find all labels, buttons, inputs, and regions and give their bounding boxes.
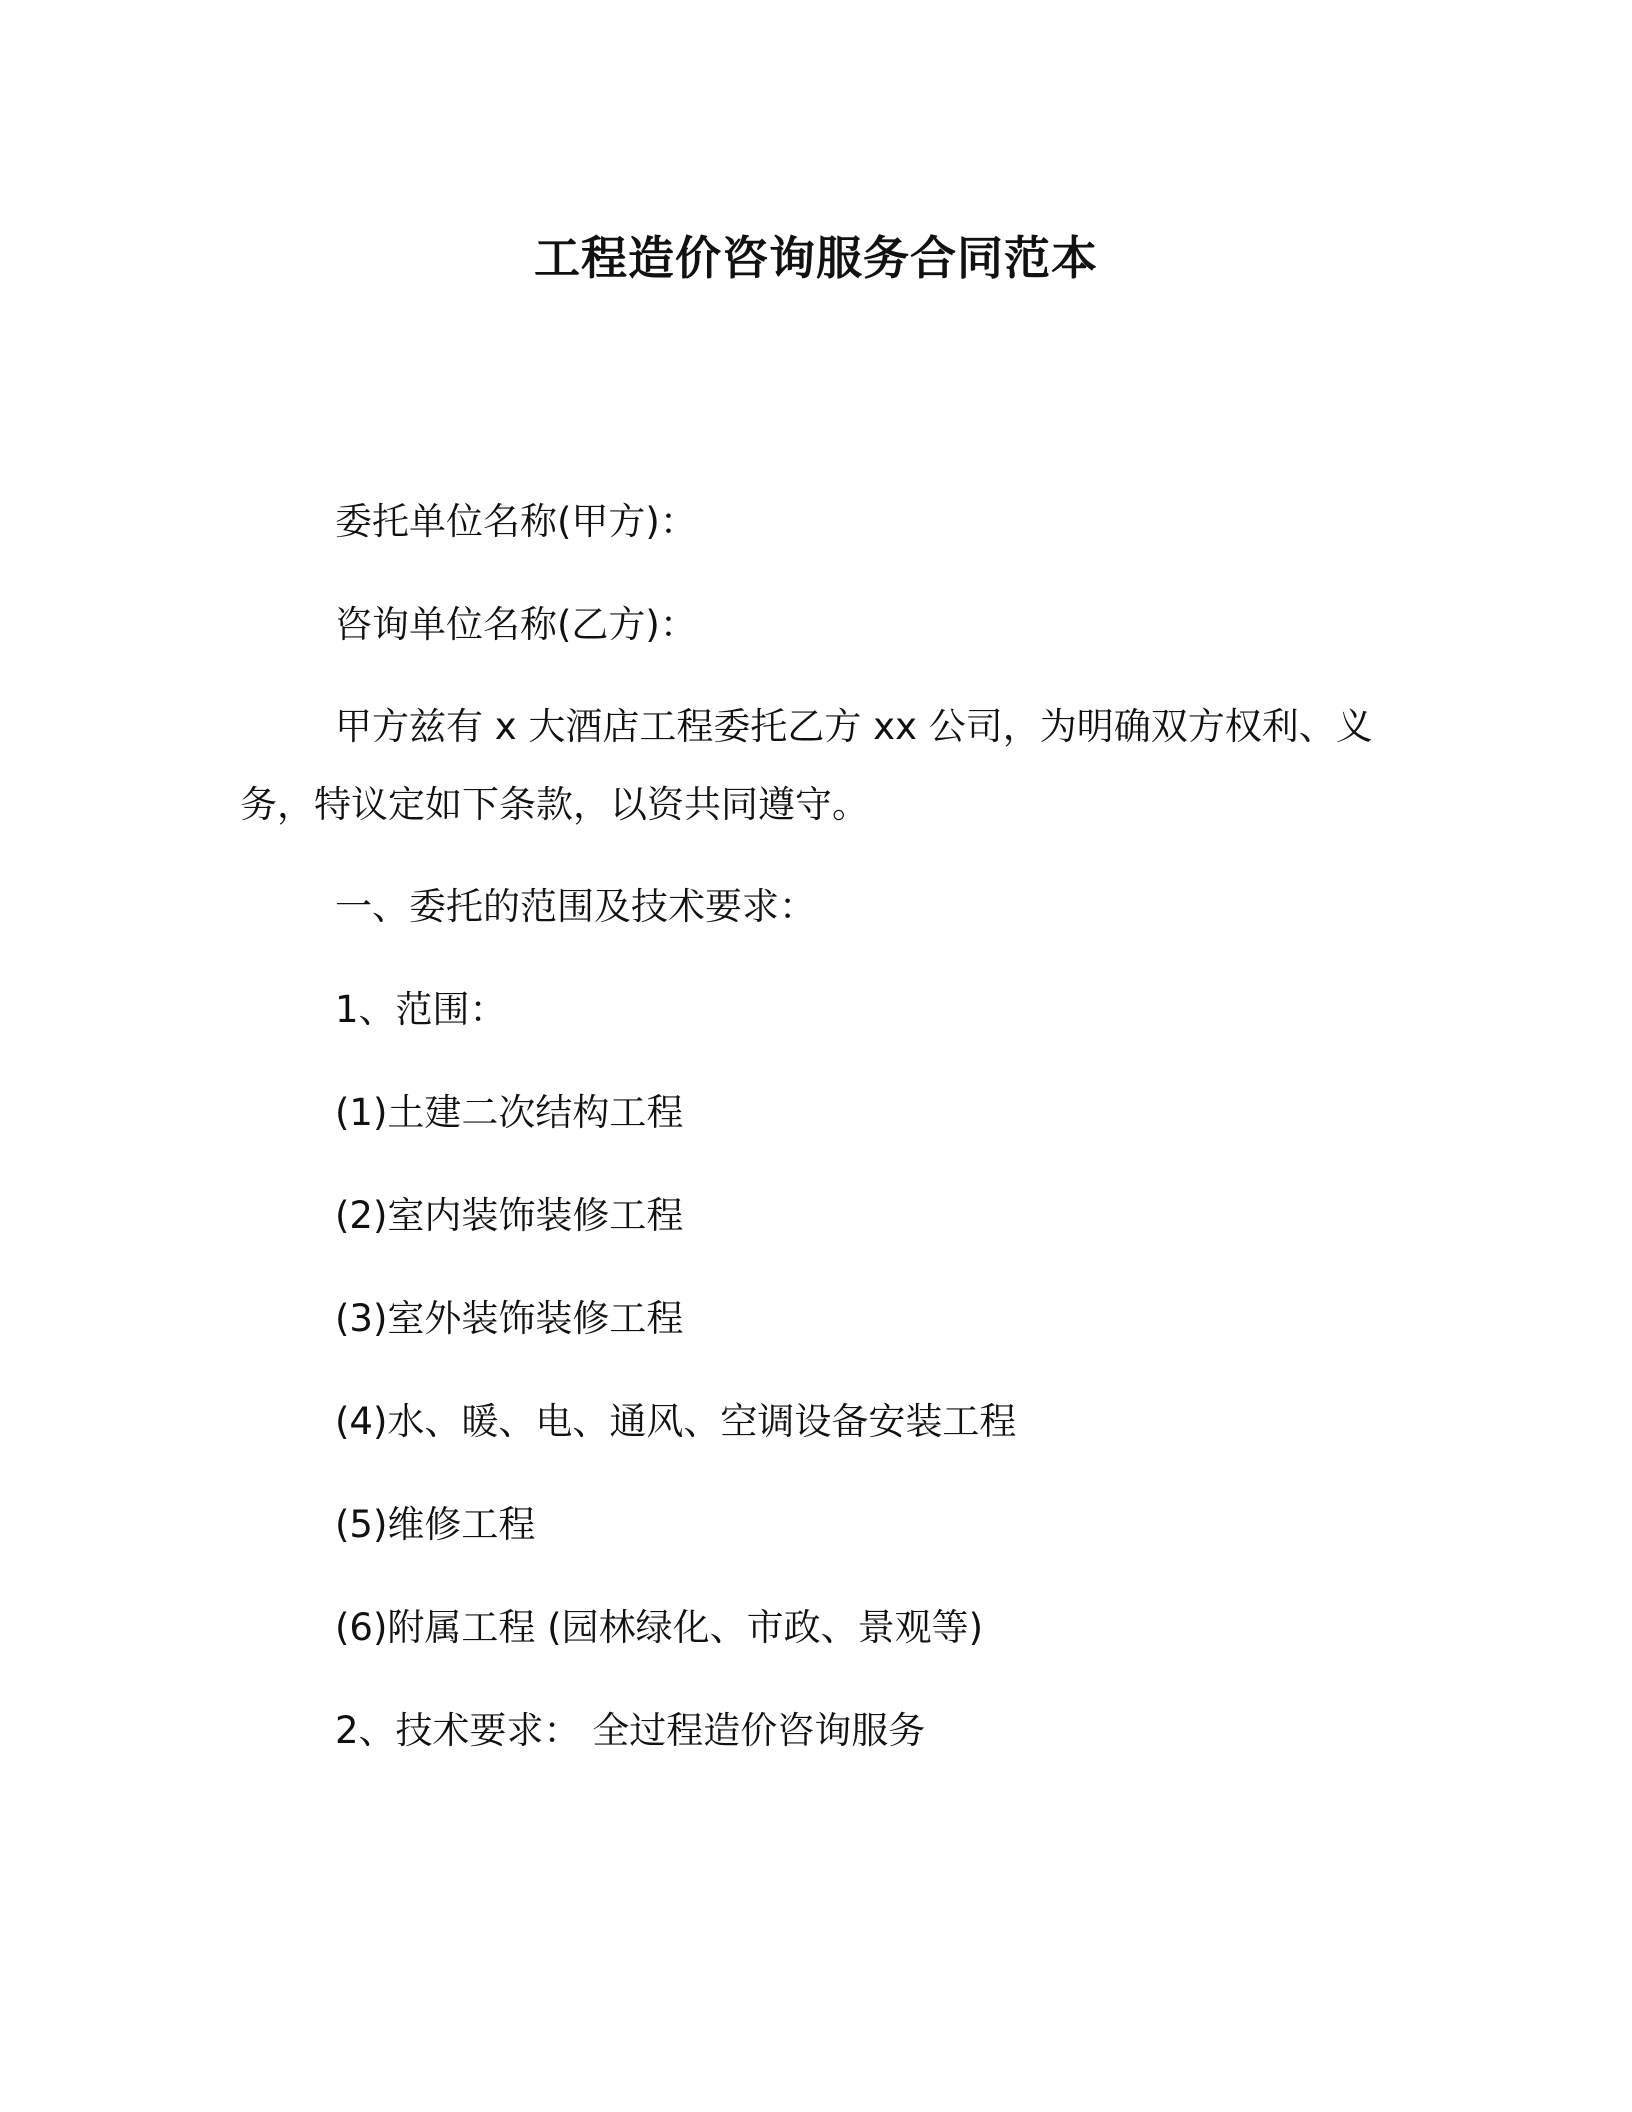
party-a-label: 委托单位名称(甲方)：: [335, 500, 697, 543]
scope-item: (2)室内装饰装修工程: [335, 1194, 684, 1237]
scope-item: (3)室外装饰装修工程: [335, 1297, 684, 1340]
section-heading: 一、委托的范围及技术要求：: [335, 885, 816, 928]
tech-requirement: 2、技术要求： 全过程造价咨询服务: [335, 1709, 926, 1752]
scope-item: (1)土建二次结构工程: [335, 1091, 684, 1134]
scope-item: (6)附属工程 (园林绿化、市政、景观等): [335, 1606, 984, 1649]
scope-item: (4)水、暖、电、通风、空调设备安装工程: [335, 1400, 1017, 1443]
scope-heading: 1、范围：: [335, 988, 507, 1031]
scope-item: (5)维修工程: [335, 1503, 536, 1546]
party-b-label: 咨询单位名称(乙方)：: [335, 603, 697, 646]
intro-paragraph: 甲方兹有 x 大酒店工程委托乙方 xx 公司，为明确双方权利、义务，特议定如下条款，以资共同遵守。: [240, 705, 1373, 826]
document-title: 工程造价咨询服务合同范本: [534, 231, 1098, 285]
